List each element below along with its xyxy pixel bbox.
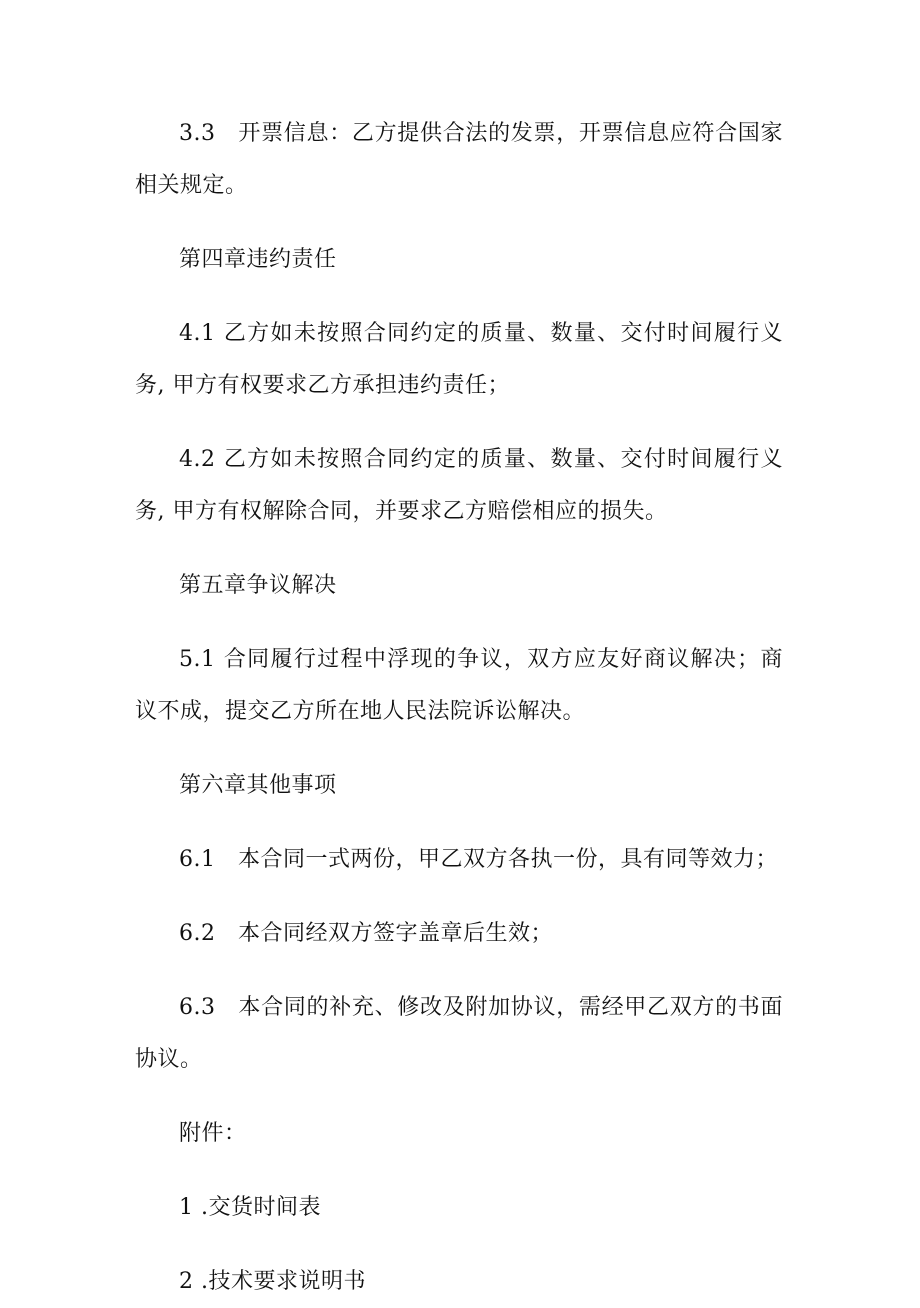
clause-6-3: 6.3 本合同的补充、修改及附加协议，需经甲乙双方的书面协议。	[135, 995, 783, 1072]
clause-4-2: 4.2 乙方如未按照合同约定的质量、数量、交付时间履行义务, 甲方有权解除合同，并要求乙方赔偿相应的损失。	[135, 447, 783, 524]
clause-4-1: 4.1 乙方如未按照合同约定的质量、数量、交付时间履行义务, 甲方有权要求乙方承担违约责任；	[135, 321, 783, 398]
chapter-5-heading: 第五章争议解决	[179, 573, 337, 598]
clause-5-1: 5.1 合同履行过程中浮现的争议，双方应友好商议解决；商议不成，提交乙方所在地人民法院诉讼解决。	[135, 647, 783, 724]
clause-6-1: 6.1 本合同一式两份，甲乙双方各执一份，具有同等效力；	[179, 847, 778, 872]
chapter-4-heading: 第四章违约责任	[179, 247, 337, 272]
attachment-item-2: 2 .技术要求说明书	[179, 1269, 366, 1294]
attachment-item-1: 1 .交货时间表	[179, 1195, 321, 1220]
clause-6-2: 6.2 本合同经双方签字盖章后生效；	[179, 921, 553, 946]
chapter-6-heading: 第六章其他事项	[179, 773, 337, 798]
document-body	[135, 108, 783, 1308]
attachments-heading: 附件：	[179, 1121, 247, 1146]
clause-3-3: 3.3 开票信息：乙方提供合法的发票，开票信息应符合国家相关规定。	[135, 121, 783, 198]
